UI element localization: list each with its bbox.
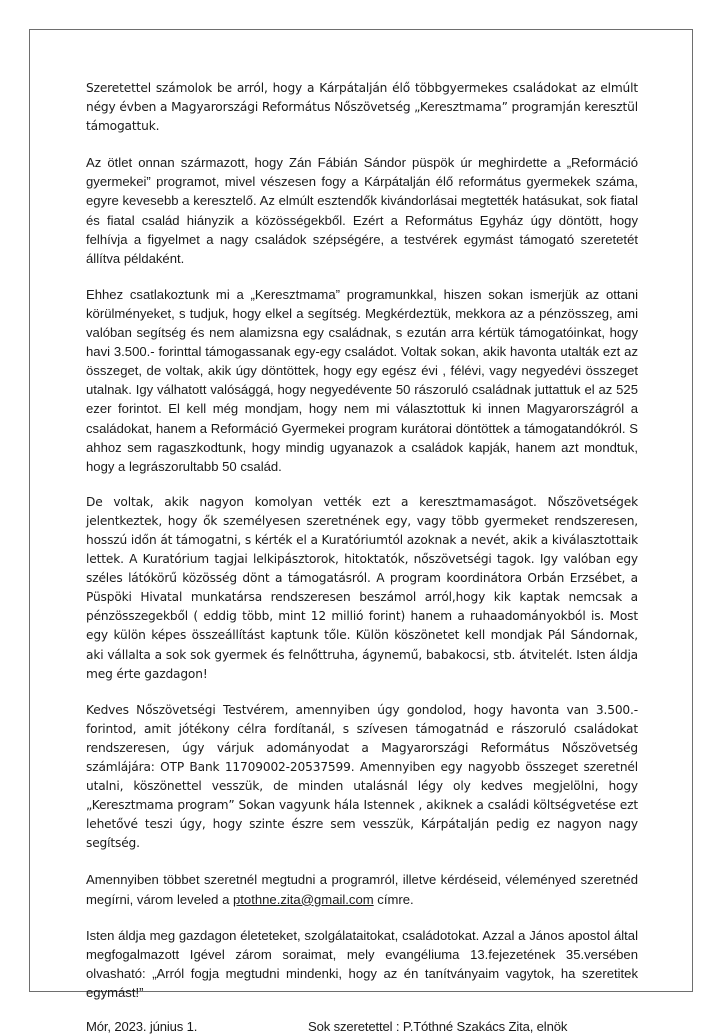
paragraph-origin: Az ötlet onnan származott, hogy Zán Fábián Sándor püspök úr meghirdette a „Reformáció gyermekei” programot, mivel vészesen fogy a Kárpátalján élő református gyermekek száma, egyre kevesebb a keresztelő. Az elmúlt esztendők kivándorlásai megtették hatásukat, sok fiatal és fiatal család hiányzik a közösségekből. Ezért a Református Egyház úgy döntött, hogy felhívja a figyelmet a nagy családok szépségére, a testvérek egymást támogató szeretetét állítva példaként. [86,155,638,266]
contact-text-before: Amennyiben többet szeretnél megtudni a programról, illetve kérdéseid, véleményed szeretnéd megírni, várom leveled a [86,872,638,907]
paragraph-donation-appeal: Kedves Nőszövetségi Testvérem, amennyiben úgy gondolod, hogy havonta van 3.500.- forintod, amit jótékony célra fordítanál, s szívesen támogatnád e rászoruló családokat rendszeresen, úgy várjuk adományodat a Magyarországi Református Nőszövetség számlájára: OTP Bank 11709002-20537599. Amennyiben egy nagyobb összeget szeretnél utalni, köszönettel vesszük, de minden utalásnál légy oly kedves megjelölni, hogy „Keresztmama program” Sokan vagyunk hála Istennek , akiknek a családi költségvetése ezt lehetővé teszi úgy, hogy szinte észre sem vesszük, Kárpátalján pedig ez nagyon nagy segítség. [86,702,638,851]
place-date: Mór, 2023. június 1. [86,1019,198,1035]
letter-body [86,79,638,1036]
letter-footer [86,1017,638,1036]
paragraph-sponsors: De voltak, akik nagyon komolyan vették ezt a keresztmamaságot. Nőszövetségek jelentkeztek, hogy ők személyesen szeretnének egy, vagy több gyermeket rendszeresen, hosszú időn át támogatni, s kérték el a Kuratóriumtól azoknak a nevét, akik a kiválasztottaik lettek. A Kuratórium tagjai lelkipásztorok, hitoktatók, nőszövetségi tagok. Igy valóban egy széles látókörű közösség dönt a támogatásról. A program koordinátora Orbán Erzsébet, a Püspöki Hivatal munkatársa rendszeresen beszámol arról,hogy kik kaptak nemcsak a pénzösszegekből ( eddig több, mint 12 millió forint) hanem a ruhaadományokból is. Most egy külön képes összeállítást kaptunk tőle. Külön köszönetet kell mondjak Pál Sándornak, aki vállalta a sok sok gyermek és felnőttruha, ágynemű, babakocsi, stb. átvitelét. Isten áldja meg érte gazdagon! [86,494,638,681]
paragraph-intro: Szeretettel számolok be arról, hogy a Kárpátalján élő többgyermekes családokat az elmúlt négy évben a Magyarországi Református Nőszövetség „Keresztmama” programján keresztül támogattuk. [86,81,638,134]
contact-text-after: címre. [373,891,414,907]
email-link[interactable]: ptothne.zita@gmail.com [233,891,374,907]
paragraph-contact [86,870,638,908]
paragraph-closing: Isten áldja meg gazdagon életeteket, szolgálataitokat, családotokat. Azzal a János apostol által megfogalmazott Igével zárom soraimat, mely evangéliuma 13.fejezetének 35.versében olvasható: „Arról fogja megtudni mindenki, hogy az én tanítványaim vagytok, ha szeretitek egymást!” [86,927,638,1000]
paragraph-program: Ehhez csatlakoztunk mi a „Keresztmama” programunkkal, hiszen sokan ismerjük az ottani körülményeket, s tudjuk, hogy elkel a segítség. Megkérdeztük, mekkora az a pénzösszeg, ami valóban segítség és nem alamizsna egy családnak, s ezután arra kértük támogatóinkat, hogy havi 3.500.- forinttal támogassanak egy-egy családot. Voltak sokan, akik havonta utalták ezt az összeget, de voltak, akik úgy döntöttek, hogy egy egész évi , félévi, vagy negyedévi összeget utalnak. Igy válhatott valósággá, hogy negyedévente 50 rászoruló családnak juttattuk el az 525 ezer forintot. El kell még mondjam, hogy nem mi választottuk ki innen Magyarországról a családokat, hanem a Reformáció Gyermekei program kurátorai döntöttek a támogatandókról. S ahhoz sem ragaszkodtunk, hogy mindig ugyanazok a családok kapják, hanem azt mondtuk, hogy a legrászorultabb 50 család. [86,286,638,474]
signature: Sok szeretettel : P.Tóthné Szakács Zita, elnök [308,1019,568,1035]
